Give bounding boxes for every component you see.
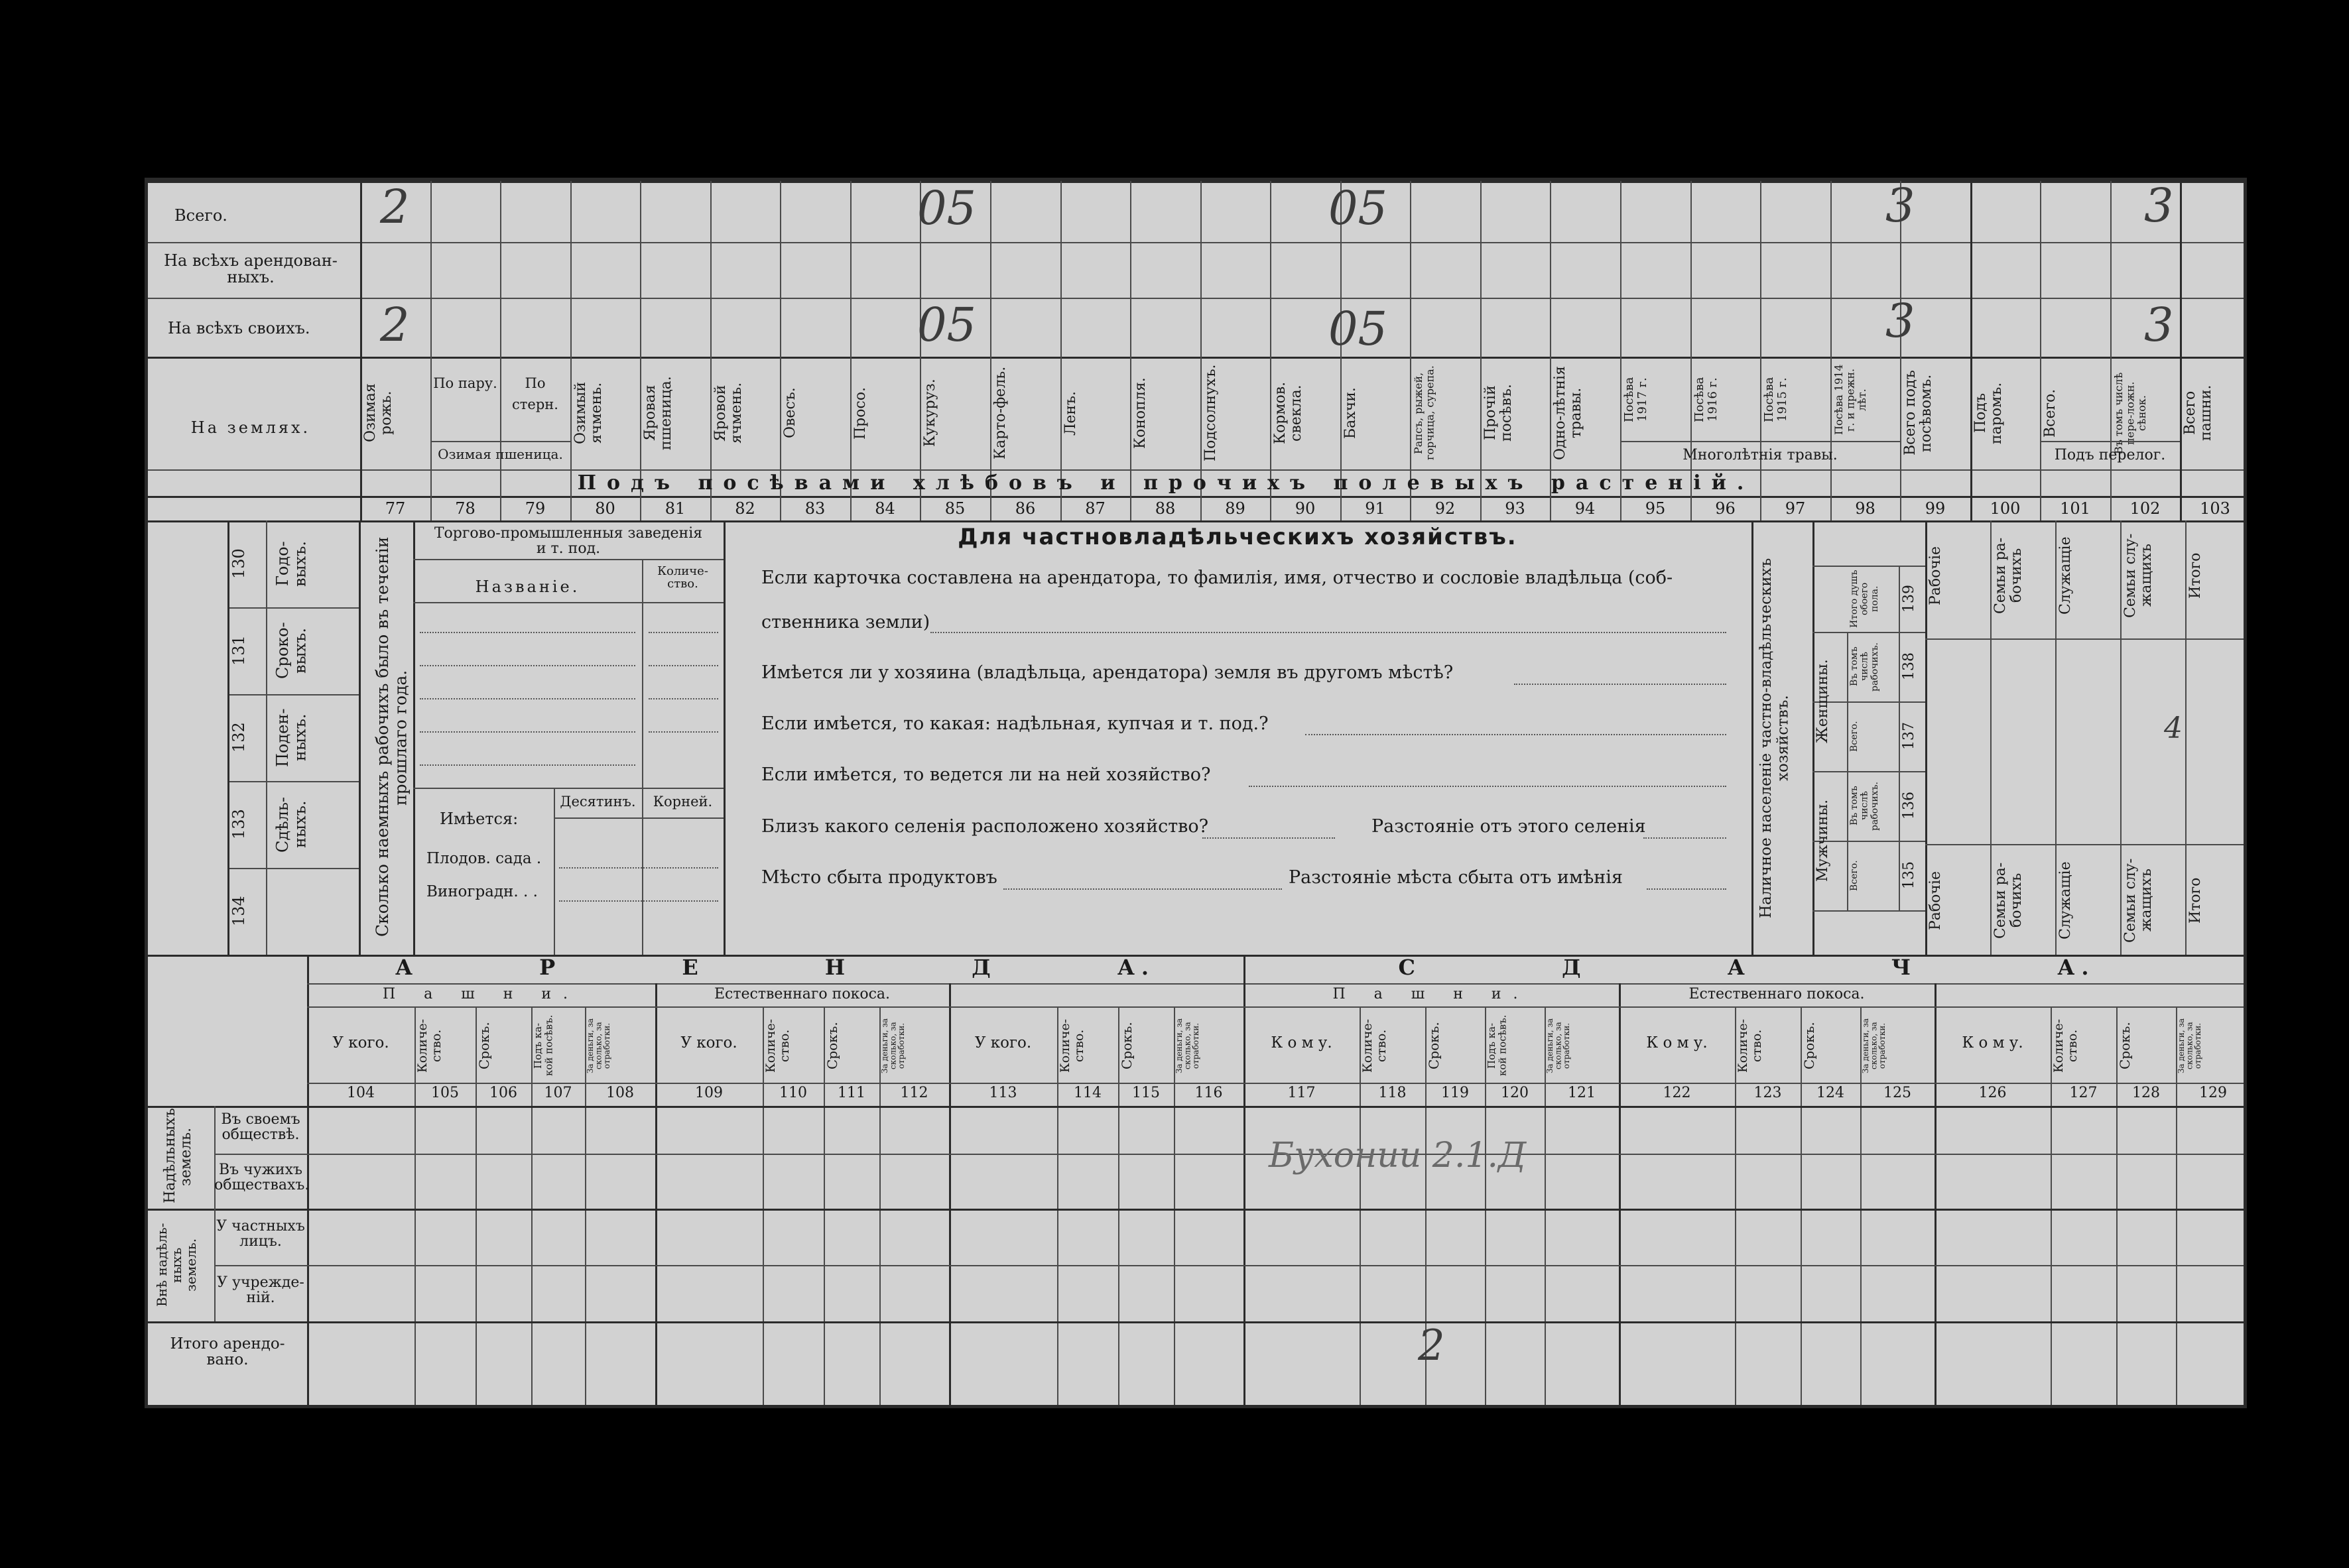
column-number: 103 [2200,499,2230,518]
column-number: 97 [1785,499,1806,518]
arenda-col-header: Срокъ. [1119,1022,1135,1069]
row-line [413,602,724,603]
column-number: 81 [665,499,686,518]
row-line [413,788,724,789]
q1-line-a: Если карточка составлена на арендатора, то фамилiя, имя, отчество и сословiе владѣльца (соб- [761,568,1673,588]
employee-col-header: Семьи ра- бочихъ [1992,537,2025,614]
ozimaya-pshenica-label: Озимая пшеница. [438,446,563,462]
crop-header-90: Кормов. свекла. [1272,381,1305,445]
employee-col-footer: Служащiе [2057,861,2074,939]
column-number: 125 [1883,1085,1911,1101]
fill-line [1514,684,1726,685]
fill-line [1003,888,1282,890]
crop-header-94: Одно-лѣтнiя травы. [1552,366,1585,460]
korney-header: Корней. [653,794,713,810]
employee-col-header: Семьи слу- жащихъ [2122,533,2155,618]
fill-line [1647,888,1726,890]
pod-posevami-title: Подъ посѣвами хлѣбовъ и прочихъ полевыхъ растенiй. [577,471,1755,495]
col-line [360,181,362,520]
population-title: Наличное населенiе частно-владѣльческихъ хозяйствъ. [1757,558,1792,918]
pop-col-number: 137 [1901,722,1917,751]
q1-line-b: ственника земли) [761,612,930,633]
column-number: 122 [1663,1085,1691,1101]
worker-col-number: 131 [229,635,248,666]
vne-group-label: Внѣ надѣль- ныхъ земель. [154,1223,199,1307]
imeetsya-label: Имѣется: [440,810,519,828]
sad-label: Плодов. сада . [426,850,542,867]
column-number: 114 [1074,1085,1102,1101]
row-line [2040,441,2180,442]
fill-line [420,764,635,766]
column-number: 104 [347,1085,375,1101]
sdacha-col-header: Срокъ. [1801,1022,1817,1069]
row-line [148,242,2247,243]
column-number: 84 [875,499,895,518]
column-number: 87 [1085,499,1106,518]
hw-vsego-91: 05 [1328,181,1388,235]
vinograd-label: Виноградн. . . [426,883,538,900]
fill-line [1643,837,1726,839]
column-number: 120 [1501,1085,1529,1101]
column-number: 85 [944,499,966,518]
row-line [227,694,359,695]
column-number: 98 [1855,499,1875,518]
col-line [1899,566,1900,910]
arenda-pashni: П а ш н и. [382,986,580,1002]
row-line [1925,638,2247,640]
fill-line [1202,837,1335,839]
hw-svoi-77: 2 [380,298,410,352]
row-itogo: Итого арендо- вано. [170,1335,285,1369]
col-line [640,181,641,520]
sdacha-title [1243,957,2247,979]
arenda-col-header: За деньги, за сколько, за отработки. [586,1018,612,1073]
column-number: 78 [455,499,476,518]
arenda-col-header: Количе- ство. [415,1018,444,1073]
sdacha-col-header: Срокъ. [2117,1022,2133,1069]
fill-line [649,665,718,666]
column-number: 90 [1295,499,1316,518]
hired-question: Сколько наемныхъ рабочихъ было въ теченiи прошлаго года. [373,536,411,937]
crop-header-88: Конопля. [1132,377,1149,449]
col-line [724,520,726,955]
worker-col-label: Поден- ныхъ. [273,708,310,767]
fill-line [1249,786,1726,787]
crop-header-89: Подсолнухъ. [1202,364,1219,462]
column-number: 80 [595,499,615,518]
row-uchrezhdeniy: У учрежде- нiй. [217,1274,304,1307]
sdacha-col-header: Подъ ка- кой посѣвъ. [1486,1014,1509,1077]
col-line [1200,181,1202,520]
row-line [430,441,570,442]
row-line [214,1154,2247,1155]
row-line [227,607,359,609]
column-number: 106 [489,1085,517,1101]
employee-col-header: Рабочiе [1927,546,1944,605]
fill-line [559,867,718,869]
row-line [1812,632,1925,633]
row-line [554,817,724,819]
sdacha-col-header: За деньги, за сколько, за отработки. [1545,1018,1572,1073]
column-number: 82 [735,499,755,518]
crop-header-81: Яровая пшеница. [642,376,675,450]
col-line [554,788,555,955]
col-line [1970,181,1972,520]
pop-col-number: 139 [1901,585,1917,613]
arenda-col-header: У кого. [332,1034,389,1052]
col-line [710,181,712,520]
col-line [430,181,432,520]
column-number: 105 [431,1085,459,1101]
column-number: 79 [525,499,546,518]
column-number: 123 [1753,1085,1782,1101]
crop-header-86: Карто-фель. [992,366,1009,460]
sdacha-col-header: Количе- ство. [2051,1018,2080,1073]
q4: Если имѣется, то ведется ли на ней хозяйство? [761,764,1211,785]
sdacha-col-header: Срокъ. [1426,1022,1442,1069]
crop-header-95: Посѣва 1917 г. [1622,377,1649,423]
row-line [307,1006,1243,1008]
hw-vsego-99: 3 [1885,178,1915,233]
employee-col-header: Итого [2187,552,2204,599]
crop-header-96: Посѣва 1916 г. [1692,377,1720,423]
col-line [1751,520,1753,955]
column-number: 112 [900,1085,928,1101]
col-line [1480,181,1482,520]
nadel-group-label: Надѣльныхъ земель. [162,1108,195,1203]
worker-col-label: Годо- выхъ. [273,540,310,587]
trade-name-header: Названiе. [475,577,580,596]
crop-header-93: Прочiй посѣвъ. [1482,384,1515,442]
q3: Если имѣется, то какая: надѣльная, купчая и т. под.? [761,713,1269,734]
column-number: 113 [989,1085,1017,1101]
arenda-col-header: Срокъ. [476,1022,492,1069]
crop-header-102: Въ томъ числѣ пере-ложн. сѣнок. [2112,372,2149,454]
crop-po-stern: По стерн. [512,375,558,412]
q6-b: Разстоянiе мѣста сбыта отъ имѣнiя [1289,867,1623,888]
employee-col-footer: Семьи ра- бочихъ [1992,862,2025,939]
worker-col-number: 133 [229,809,248,840]
arenda-col-header: Срокъ. [824,1022,840,1069]
column-number: 107 [544,1085,572,1101]
column-number: 93 [1505,499,1525,518]
col-line [2185,520,2187,955]
row-line [148,469,2247,471]
column-number: 96 [1715,499,1736,518]
worker-col-label: Сроко- выхъ. [273,622,310,680]
crop-header-87: Ленъ. [1062,391,1079,436]
q5-b: Разстоянiе отъ этого селенiя [1371,816,1646,837]
column-number: 101 [2060,499,2090,518]
column-number: 77 [385,499,406,518]
crop-header-82: Яровой ячмень. [712,382,745,444]
pop-col-number: 138 [1901,652,1917,681]
sdacha-col-header: К о м у. [1271,1034,1332,1052]
col-line [570,181,572,520]
sdacha-text: С Д А Ч А. [1398,955,2096,980]
arenda-col-header: За деньги, за сколько, за отработки. [880,1018,907,1073]
column-number: 111 [838,1085,865,1101]
col-line [1270,181,1271,520]
fill-line [420,665,635,666]
worker-col-number: 134 [229,896,248,927]
row-line [307,1083,2247,1084]
column-number: 118 [1378,1085,1407,1101]
row-label-svoih: На всѣхъ своихъ. [168,319,310,337]
worker-col-label: Сдѣль- ныхъ. [273,796,310,853]
crop-header-85: Кукуруз. [922,379,938,448]
column-number: 110 [779,1085,807,1101]
col-line [1550,181,1551,520]
row-line [148,520,2247,522]
column-number: 95 [1645,499,1666,518]
crop-po-paru: По пару. [433,375,497,391]
crop-header-101: Всего. [2042,389,2059,438]
sdacha-col-header: К о м у. [1646,1034,1708,1052]
column-number: 91 [1365,499,1385,518]
trade-qty-header: Количе- ство. [657,564,708,591]
hw-svoi-91: 05 [1328,302,1388,356]
column-number: 126 [1978,1085,2007,1101]
row-line [148,357,2247,359]
row-line [1620,441,1900,442]
arenda-col-header: Количе- ство. [1058,1018,1086,1073]
muzhchiny-label: Мужчины. [1814,799,1831,882]
col-line [1760,181,1761,520]
zhenshchiny-label: Женщины. [1814,659,1831,744]
col-line [780,181,781,520]
fill-line [420,698,635,699]
crop-header-91: Бахчи. [1342,387,1359,439]
top-border [148,181,2247,183]
col-line [1990,520,1992,955]
crop-header-92: Рапсъ, рыжей, горчица, сурепа. [1412,365,1436,461]
pop-col-label: Въ томъ числѣ рабочихъ. [1849,781,1880,831]
col-line [1410,181,1411,520]
col-line [2110,181,2112,520]
column-number: 127 [2069,1085,2098,1101]
col-line [1690,181,1692,520]
column-number: 119 [1441,1085,1469,1101]
sdacha-col-header: За деньги, за сколько, за отработки. [2177,1018,2203,1073]
row-line [413,559,724,560]
col-line [1130,181,1131,520]
fill-line [649,731,718,733]
crop-header-103: Всего пашни. [2182,385,2215,442]
column-number: 99 [1925,499,1946,518]
column-number: 129 [2199,1085,2227,1101]
row-label-vsego: Всего. [174,206,227,225]
row-line [148,298,2247,299]
crop-header-80: Озимый ячмень. [572,382,605,444]
hw-vsego-85: 05 [917,181,977,235]
sdacha-col-header: Количе- ство. [1736,1018,1764,1073]
pop-col-number: 135 [1901,861,1917,890]
row-label-na-zemlyah: На землях. [190,418,311,437]
desyatin-header: Десятинъ. [560,794,636,810]
fill-line [1305,734,1726,735]
crop-header-98: Посѣва 1914 г. и прежн. лѣт. [1832,364,1869,436]
hw-svoi-99: 3 [1885,294,1915,348]
column-number: 109 [695,1085,723,1101]
col-line [850,181,852,520]
column-number: 108 [606,1085,634,1101]
census-card [145,178,2247,1408]
pop-col-label: Въ томъ числѣ рабочихъ. [1849,642,1880,692]
arenda-col-header: У кого. [680,1034,737,1052]
row-line [148,1106,2247,1108]
col-line [1060,181,1062,520]
fill-line [930,632,1726,633]
row-line [1812,910,1925,912]
column-number: 102 [2129,499,2161,518]
fill-line [420,632,635,633]
hw-rent-note: Бухонии 2.1.Д [1269,1136,1527,1176]
row-label-arendovannyh: На всѣхъ арендован- ныхъ. [164,251,338,287]
column-number: 116 [1194,1085,1223,1101]
col-line [2055,520,2057,955]
trade-title: Торгово-промышленныя заведенiя и т. под. [434,525,703,558]
column-number: 100 [1990,499,2021,518]
arenda-col-header: За деньги, за сколько, за отработки. [1174,1018,1201,1073]
col-line [500,181,501,520]
col-line [227,520,229,955]
col-line [1620,181,1621,520]
col-line [2040,181,2041,520]
fill-line [649,632,718,633]
pop-col-label: Итого душъ обоего пола. [1849,570,1880,628]
fill-line [649,698,718,699]
col-line [2180,181,2182,520]
fill-line [559,900,718,902]
sdacha-pashni: П а ш н и. [1332,986,1530,1002]
crop-header-97: Посѣва 1915 г. [1762,377,1789,423]
column-number: 128 [2132,1085,2160,1101]
worker-col-number: 132 [229,722,248,753]
col-line [1847,632,1848,910]
employee-col-footer: Итого [2187,877,2204,924]
column-number: 86 [1015,499,1036,518]
row-line [148,1209,2247,1211]
arenda-col-header: Подъ ка- кой посѣвъ. [532,1014,555,1077]
row-line [1812,771,1925,772]
sdacha-col-header: Количе- ство. [1360,1018,1389,1073]
row-line [307,983,2247,985]
row-line [227,868,359,869]
arenda-col-header: У кого. [974,1034,1032,1052]
mnogoletnie-label: Многолѣтнiя травы. [1682,447,1838,463]
crop-header-77: Озимая рожь. [362,383,395,443]
hw-svoi-85: 05 [917,298,977,352]
sdacha-col-header: К о м у. [1962,1034,2023,1052]
col-line [266,520,267,955]
hw-vsego-77: 2 [380,180,410,234]
crop-header-83: Овесъ. [782,387,798,439]
crop-header-99: Всего подъ посѣвомъ. [1902,370,1935,456]
row-line [1925,844,2247,845]
fill-line [420,731,635,733]
sdacha-col-header: За деньги, за сколько, за отработки. [1861,1018,1887,1073]
row-chuzhih: Въ чужихъ обществахъ. [214,1162,310,1194]
column-number: 117 [1287,1085,1316,1101]
crop-header-100: Подъ паромъ. [1972,382,2005,444]
row-line [1812,566,1925,567]
hw-svoi-103: 3 [2144,298,2174,352]
crop-header-84: Просо. [852,387,869,440]
arenda-text: А Р Е Н Д А. [395,955,1156,980]
arenda-title [307,957,1243,979]
q6-a: Мѣсто сбыта продуктовъ [761,867,997,888]
col-line [2120,520,2122,955]
column-number: 124 [1816,1085,1844,1101]
employee-col-header: Служащiе [2057,536,2074,615]
arenda-col-header: Количе- ство. [763,1018,792,1073]
pop-col-number: 136 [1901,792,1917,820]
q5-a: Близъ какого селенiя расположено хозяйство? [761,816,1209,837]
column-number: 89 [1225,499,1245,518]
column-number: 94 [1574,499,1596,518]
row-line [148,496,2247,498]
col-line [1243,955,1245,1408]
pop-col-label: Всего. [1849,721,1860,752]
pop-col-label: Всего. [1849,860,1860,891]
q2: Имѣется ли у хозяина (владѣльца, арендатора) земля въ другомъ мѣстѣ? [761,662,1454,683]
column-number: 88 [1155,499,1176,518]
pod-perelog-label: Подъ перелог. [2054,447,2166,463]
arenda-pokos: Естественнаго покоса. [714,986,890,1002]
column-number: 115 [1132,1085,1160,1101]
employee-col-footer: Рабочiе [1927,871,1944,930]
col-line [359,520,361,955]
col-line [1830,181,1832,520]
column-number: 83 [804,499,826,518]
col-line [642,559,643,955]
hw-itogo-note: 2 [1418,1321,1445,1370]
employee-col-footer: Семьи слу- жащихъ [2122,858,2155,943]
hw-vsego-103: 3 [2144,178,2174,233]
row-svoem: Въ своемъ обществѣ. [221,1111,300,1144]
col-line [990,181,991,520]
row-line [1243,1006,2247,1008]
private-title: Для частновладѣльческихъ хозяйствъ. [958,524,1517,550]
worker-col-number: 130 [229,548,248,579]
column-number: 92 [1434,499,1456,518]
row-line [227,781,359,782]
row-line [148,1321,2247,1323]
column-number: 121 [1568,1085,1596,1101]
row-line [214,1265,2247,1266]
sdacha-pokos: Естественнаго покоса. [1688,986,1865,1002]
hw-middle-mark: 4 [2164,711,2183,745]
row-chastnyh: У частныхъ лицъ. [216,1218,305,1250]
